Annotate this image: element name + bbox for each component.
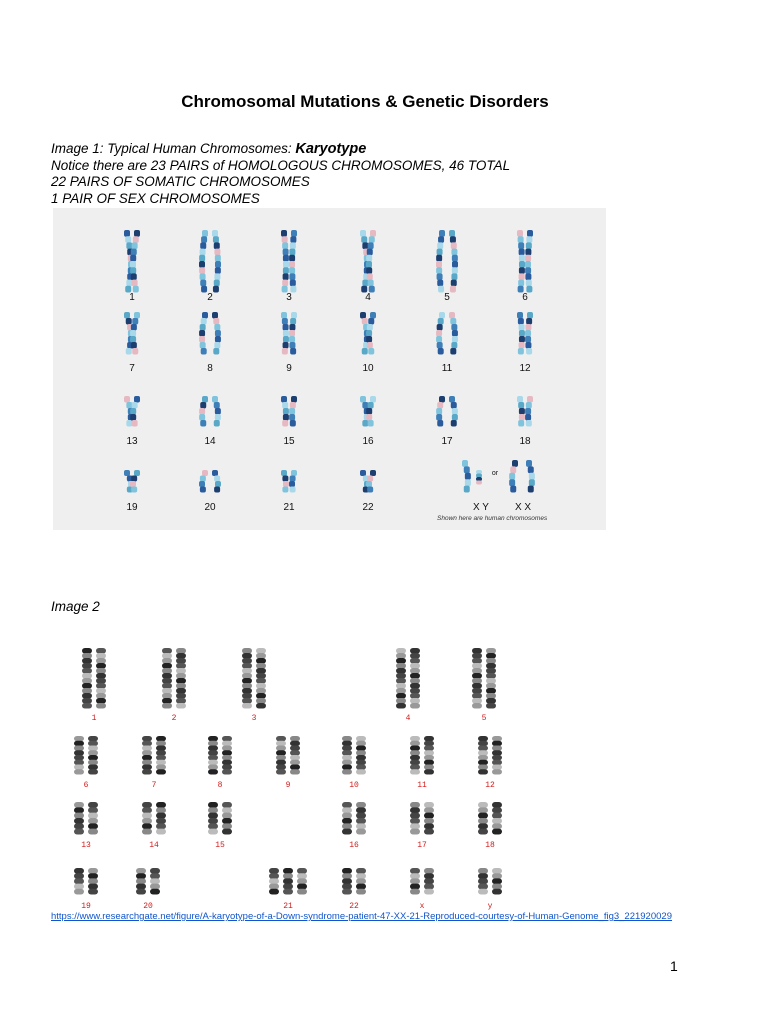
chromosome-number-label: 16 (362, 436, 374, 447)
chromosome-number-label: 2 (207, 292, 213, 303)
chromosome-illustration (199, 396, 208, 427)
chromosome-number-label: 6 (522, 292, 528, 303)
chromosome-number-label: 3 (286, 292, 292, 303)
chromosome-illustration (436, 230, 445, 293)
chromosome-photo (342, 736, 352, 775)
chromosome-illustration (517, 312, 525, 355)
chromosome-number-label: 8 (207, 363, 213, 374)
chromosome-photo (492, 802, 502, 835)
karyotype-number-label: 1 (91, 714, 97, 723)
chromosome-photo (96, 648, 106, 709)
chromosome-photo (74, 802, 84, 835)
chromosome-illustration (212, 470, 221, 493)
chromosome-illustration (525, 396, 533, 427)
chromosome-photo (256, 648, 266, 709)
chromosome-illustration (366, 396, 376, 427)
chromosome-illustration (289, 312, 297, 355)
image2-label: Image 2 (51, 599, 100, 614)
karyotype-figure (53, 208, 606, 530)
chromosome-photo (356, 868, 366, 895)
chromosome-photo (410, 868, 420, 895)
karyotype-number-label: y (487, 902, 493, 911)
chromosome-number-label: 10 (362, 363, 374, 374)
chromosome-photo (290, 736, 300, 775)
karyotype-number-label: 20 (143, 902, 153, 911)
karyotype-number-label: 19 (81, 902, 91, 911)
chromosome-number-label: 17 (441, 436, 453, 447)
chromosome-number-label: 1 (129, 292, 135, 303)
chromosome-photo (356, 802, 366, 835)
chromosome-number-label: 12 (519, 363, 531, 374)
chromosome-photo (269, 868, 279, 895)
chromosome-photo (410, 648, 420, 709)
chromosome-photo (156, 802, 166, 835)
chromosome-photo (276, 736, 286, 775)
chromosome-photo (242, 648, 252, 709)
chromosome-photo (297, 868, 307, 895)
chromosome-illustration (517, 230, 525, 293)
chromosome-number-label: 18 (519, 436, 531, 447)
chromosome-number-label: 15 (283, 436, 295, 447)
chromosome-illustration (525, 312, 533, 355)
chromosome-photo (74, 736, 84, 775)
karyotype-number-label: 4 (405, 714, 411, 723)
karyotype-number-label: 2 (171, 714, 177, 723)
chromosome-photo (396, 648, 406, 709)
chromosome-photo (283, 868, 293, 895)
chromosome-photo (222, 802, 232, 835)
chromosome-illustration (281, 312, 289, 355)
chromosome-illustration (281, 396, 289, 427)
chromosome-illustration (526, 460, 535, 493)
intro-line-3: 22 PAIRS OF SOMATIC CHROMOSOMES (51, 174, 310, 189)
chromosome-illustration (212, 230, 221, 293)
chromosome-number-label: 13 (126, 436, 138, 447)
chromosome-illustration (281, 470, 289, 493)
karyotype-number-label: 5 (481, 714, 487, 723)
chromosome-photo (424, 802, 434, 835)
chromosome-illustration (462, 460, 471, 493)
chromosome-photo (176, 648, 186, 709)
chromosome-photo (486, 648, 496, 709)
karyotype-term: Karyotype (295, 141, 367, 157)
chromosome-illustration (199, 230, 208, 293)
chromosome-illustration (130, 396, 140, 427)
chromosome-photo (478, 736, 488, 775)
chromosome-illustration (289, 396, 297, 427)
intro-line-4: 1 PAIR OF SEX CHROMOSOMES (51, 190, 260, 206)
karyotype-number-label: 12 (485, 781, 495, 790)
chromosome-number-label: 20 (204, 502, 216, 513)
chromosome-illustration (130, 470, 140, 493)
chromosome-photo (150, 868, 160, 895)
chromosome-photo (88, 802, 98, 835)
chromosome-number-label: 11 (441, 363, 453, 374)
chromosome-number-label: 14 (204, 436, 216, 447)
chromosome-photo (424, 868, 434, 895)
chromosome-number-label: 21 (283, 502, 295, 513)
chromosome-photo (478, 802, 488, 835)
chromosome-number-label: 19 (126, 502, 138, 513)
page-title: Chromosomal Mutations & Genetic Disorders (181, 92, 549, 111)
chromosome-photo (410, 736, 420, 775)
karyotype-number-label: 18 (485, 841, 495, 850)
chromosome-illustration (199, 312, 208, 355)
chromosome-number-label: 4 (365, 292, 371, 303)
karyotype-number-label: 21 (283, 902, 293, 911)
karyotype-number-label: 14 (149, 841, 159, 850)
chromosome-number-label: 7 (129, 363, 135, 374)
karyotype-photo (52, 640, 522, 910)
chromosome-photo (478, 868, 488, 895)
chromosome-photo (208, 802, 218, 835)
karyotype-number-label: 22 (349, 902, 359, 911)
figure1-note: Shown here are human chromosomes (437, 515, 548, 522)
karyotype-number-label: 7 (151, 781, 157, 790)
chromosome-illustration (212, 312, 221, 355)
chromosome-illustration (449, 396, 458, 427)
chromosome-illustration (436, 396, 445, 427)
intro-line-1: Image 1: Typical Human Chromosomes: Karyotype (51, 141, 367, 157)
chromosome-photo (472, 648, 482, 709)
karyotype-number-label: 6 (83, 781, 89, 790)
source-link[interactable]: https://www.researchgate.net/figure/A-karyotype-of-a-Down-syndrome-patient-47-XX-21-Reproduced-courtesy-of-Human-Genome_fig3_221920029 (51, 911, 672, 922)
chromosome-illustration (525, 230, 533, 293)
karyotype-number-label: 15 (215, 841, 225, 850)
chromosome-number-label: 5 (444, 292, 450, 303)
sex-xy-label: X Y (473, 502, 489, 513)
karyotype-number-label: 3 (251, 714, 257, 723)
chromosome-illustration (366, 470, 376, 493)
chromosome-photo (492, 868, 502, 895)
karyotype-number-label: 10 (349, 781, 359, 790)
sex-xx-label: X X (514, 502, 532, 513)
karyotype-number-label: 8 (217, 781, 223, 790)
karyotype-number-label: 17 (417, 841, 427, 850)
chromosome-illustration (289, 470, 297, 493)
page-number: 1 (670, 958, 678, 974)
karyotype-number-label: x (419, 902, 425, 911)
chromosome-photo (222, 736, 232, 775)
karyotype-number-label: 9 (285, 781, 291, 790)
chromosome-illustration (212, 396, 221, 427)
chromosome-photo (492, 736, 502, 775)
chromosome-photo (142, 802, 152, 835)
chromosome-photo (136, 868, 146, 895)
chromosome-photo (74, 868, 84, 895)
chromosome-number-label: 22 (362, 502, 374, 513)
chromosome-photo (356, 736, 366, 775)
chromosome-photo (424, 736, 434, 775)
chromosome-photo (162, 648, 172, 709)
chromosome-photo (88, 736, 98, 775)
chromosome-photo (208, 736, 218, 775)
chromosome-illustration (436, 312, 445, 355)
chromosome-photo (88, 868, 98, 895)
chromosome-photo (142, 736, 152, 775)
karyotype-number-label: 13 (81, 841, 91, 850)
intro-line-2: Notice there are 23 PAIRS of HOMOLOGOUS CHROMOSOMES, 46 TOTAL (51, 157, 511, 173)
chromosome-illustration (289, 230, 297, 293)
chromosome-illustration (517, 396, 525, 427)
chromosome-photo (82, 648, 92, 709)
chromosome-photo (342, 868, 352, 895)
down-syndrome-karyotype (52, 640, 522, 910)
or-label: or (491, 470, 499, 477)
chromosome-illustration (449, 312, 458, 355)
chromosome-photo (156, 736, 166, 775)
karyotype-number-label: 16 (349, 841, 359, 850)
chromosome-photo (410, 802, 420, 835)
chromosome-illustration (449, 230, 458, 293)
chromosome-number-label: 9 (286, 363, 292, 374)
chromosome-illustration (199, 470, 208, 493)
chromosome-photo (342, 802, 352, 835)
karyotype-number-label: 11 (417, 781, 427, 790)
chromosome-illustration (281, 230, 289, 293)
intro-text (51, 141, 510, 207)
